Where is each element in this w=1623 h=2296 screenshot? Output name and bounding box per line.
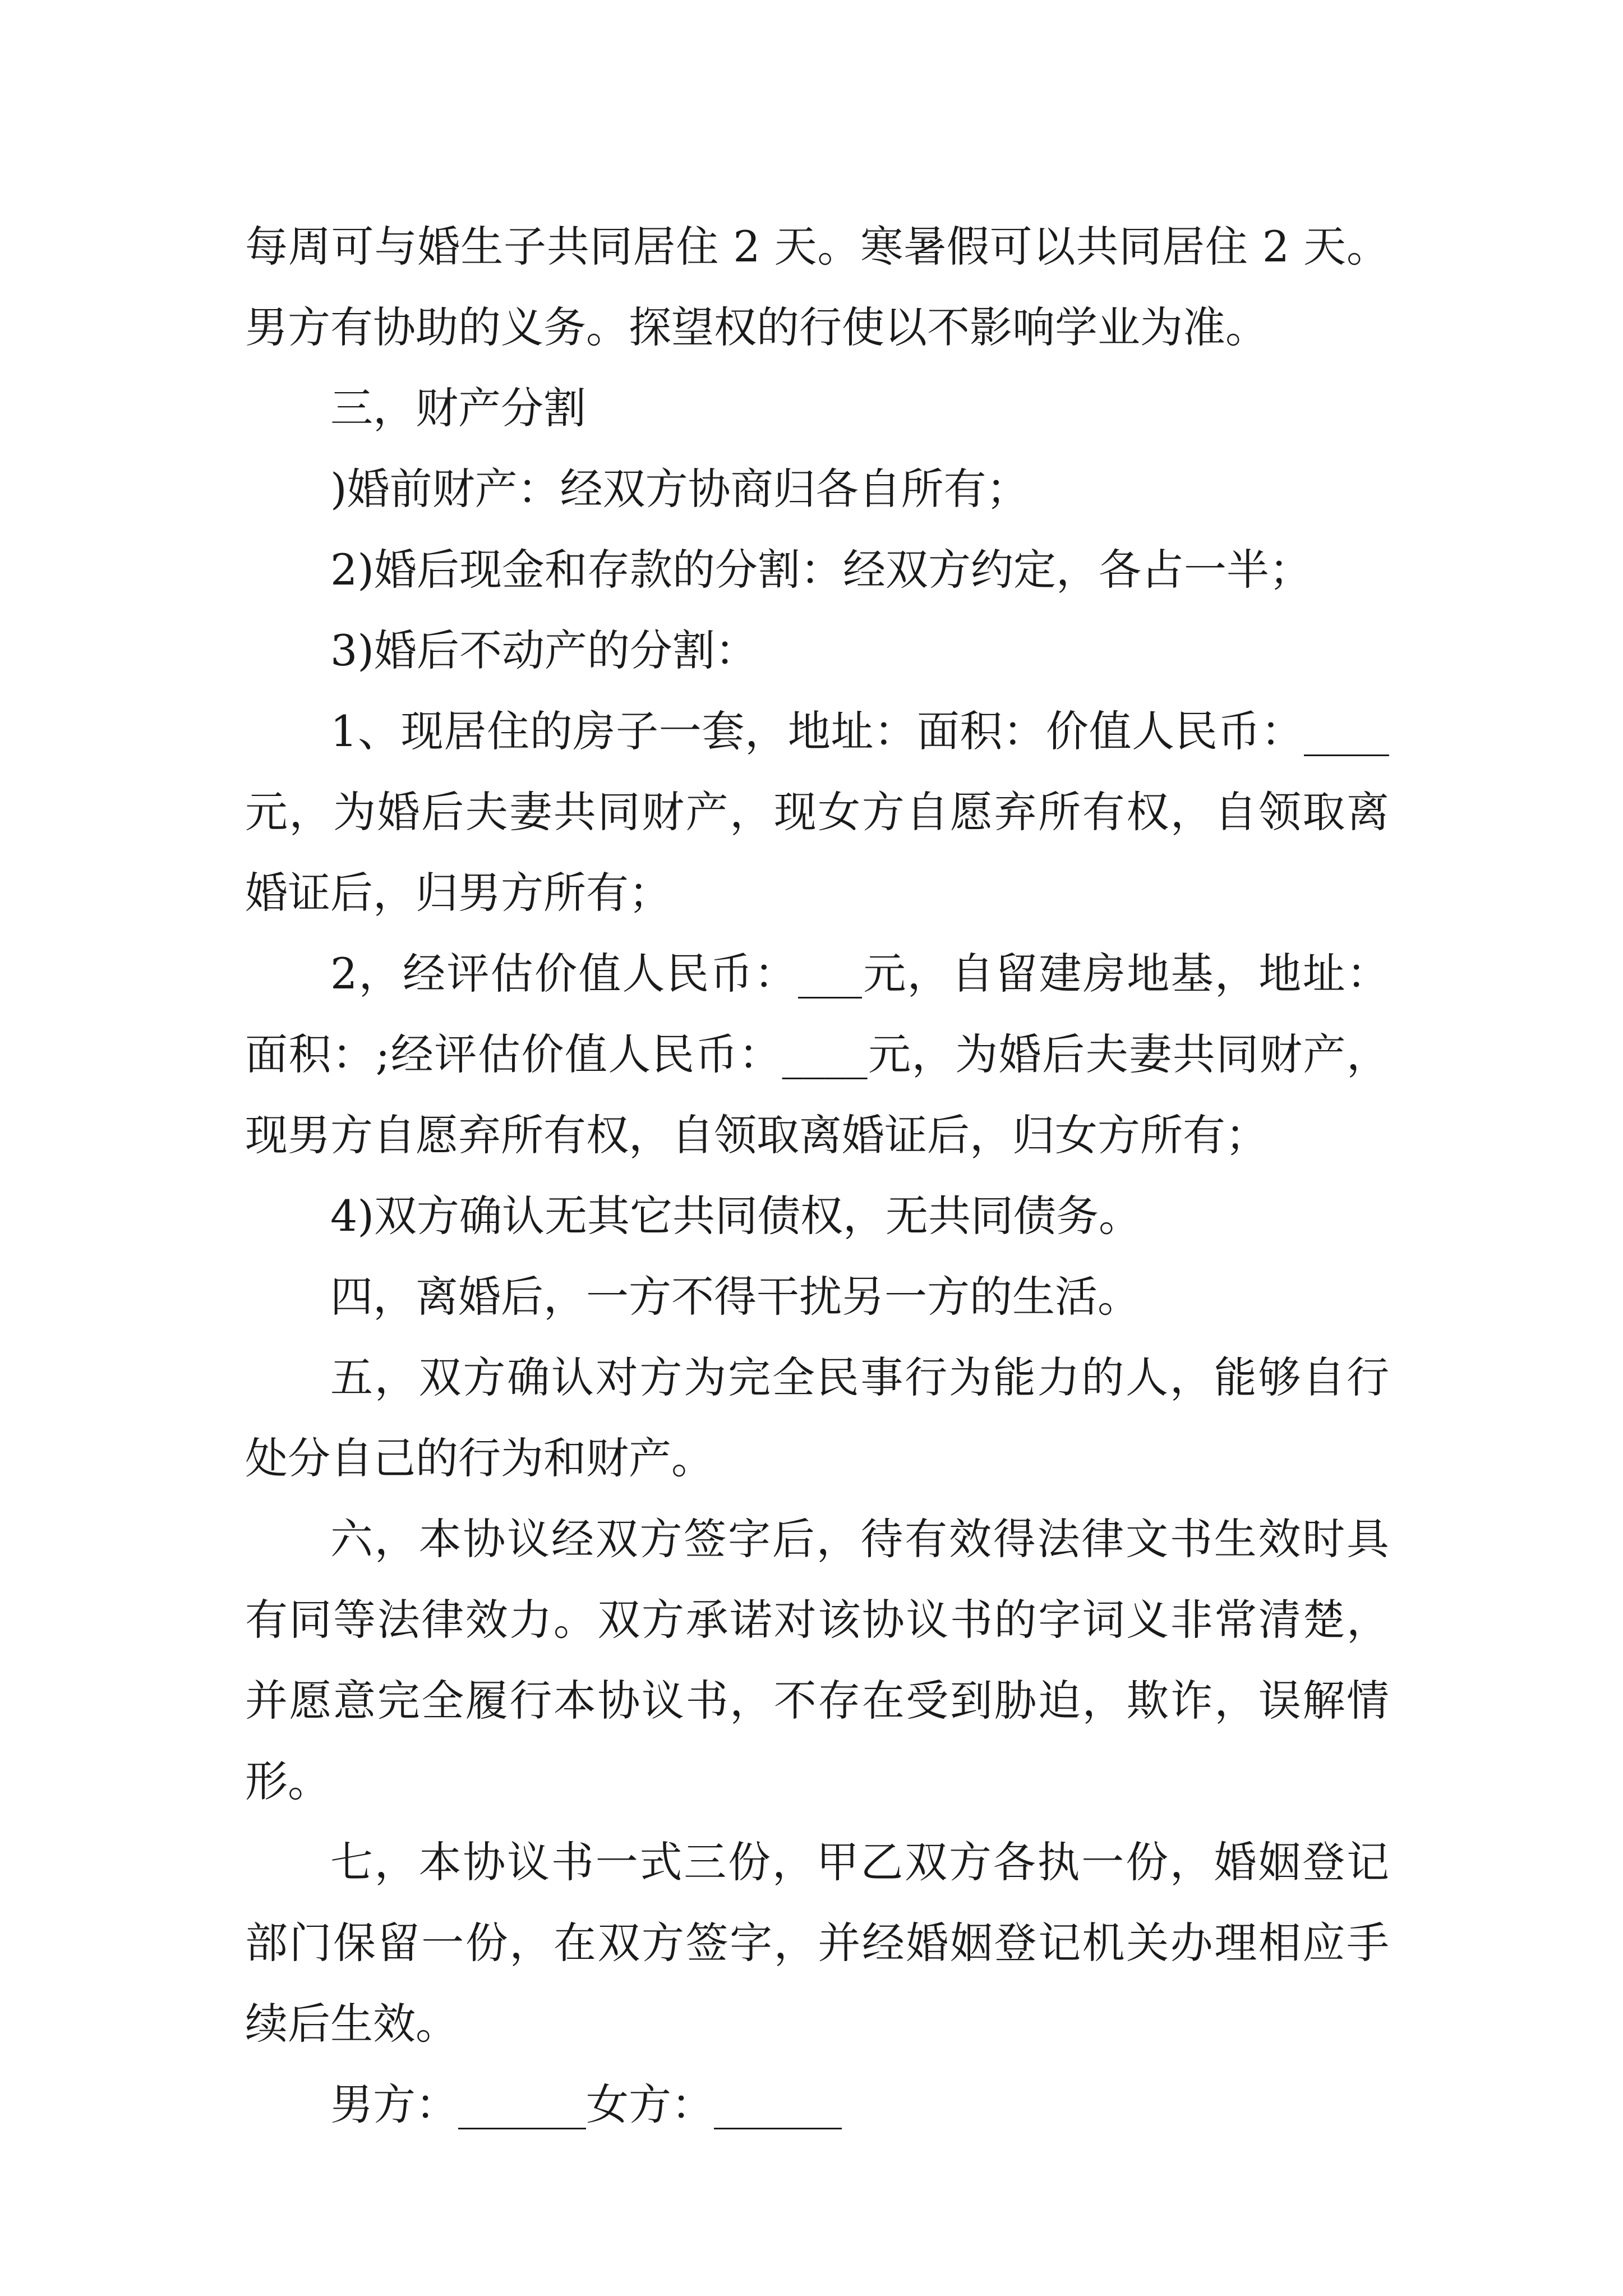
paragraph-land: 2，经评估价值人民币：___元，自留建房地基，地址：面积：;经评估价值人民币：____元，为婚后夫妻共同财产，现男方自愿弃所有权，自领取离婚证后，归女方所有； — [245, 949, 1389, 1160]
paragraph-non-interference: 四，离婚后，一方不得干扰另一方的生活。 — [330, 1272, 1140, 1322]
document-body — [245, 206, 1389, 2145]
paragraph-debts: 4)双方确认无其它共同债权，无共同债务。 — [330, 1191, 1142, 1241]
paragraph-copies: 七，本协议书一式三份，甲乙双方各执一份，婚姻登记部门保留一份，在双方签字，并经婚姻登记机关办理相应手续后生效。 — [245, 1837, 1389, 2049]
paragraph-capacity: 五，双方确认对方为完全民事行为能力的人，能够自行处分自己的行为和财产。 — [245, 1352, 1389, 1483]
heading-property-division: 三，财产分割 — [330, 383, 586, 433]
paragraph-legal-effect: 六，本协议经双方签字后，待有效得法律文书生效时具有同等法律效力。双方承诺对该协议书的字词义非常清楚，并愿意完全履行本协议书，不存在受到胁迫，欺诈，误解情形。 — [245, 1514, 1389, 1806]
paragraph-premarital-property: )婚前财产：经双方协商归各自所有； — [330, 464, 1029, 514]
signature-line: 男方：______女方：______ — [330, 2079, 842, 2129]
paragraph-real-estate-heading: 3)婚后不动产的分割： — [330, 625, 758, 675]
paragraph-house: 1、现居住的房子一套，地址：面积：价值人民币：____元，为婚后夫妻共同财产，现女方自愿弃所有权，自领取离婚证后，归男方所有； — [245, 706, 1389, 918]
paragraph-cash-deposits: 2)婚后现金和存款的分割：经双方约定，各占一半； — [330, 545, 1312, 595]
paragraph-visitation-continued: 每周可与婚生子共同居住 2 天。寒暑假可以共同居住 2 天。男方有协助的义务。探望权的行使以不影响学业为准。 — [245, 222, 1389, 352]
